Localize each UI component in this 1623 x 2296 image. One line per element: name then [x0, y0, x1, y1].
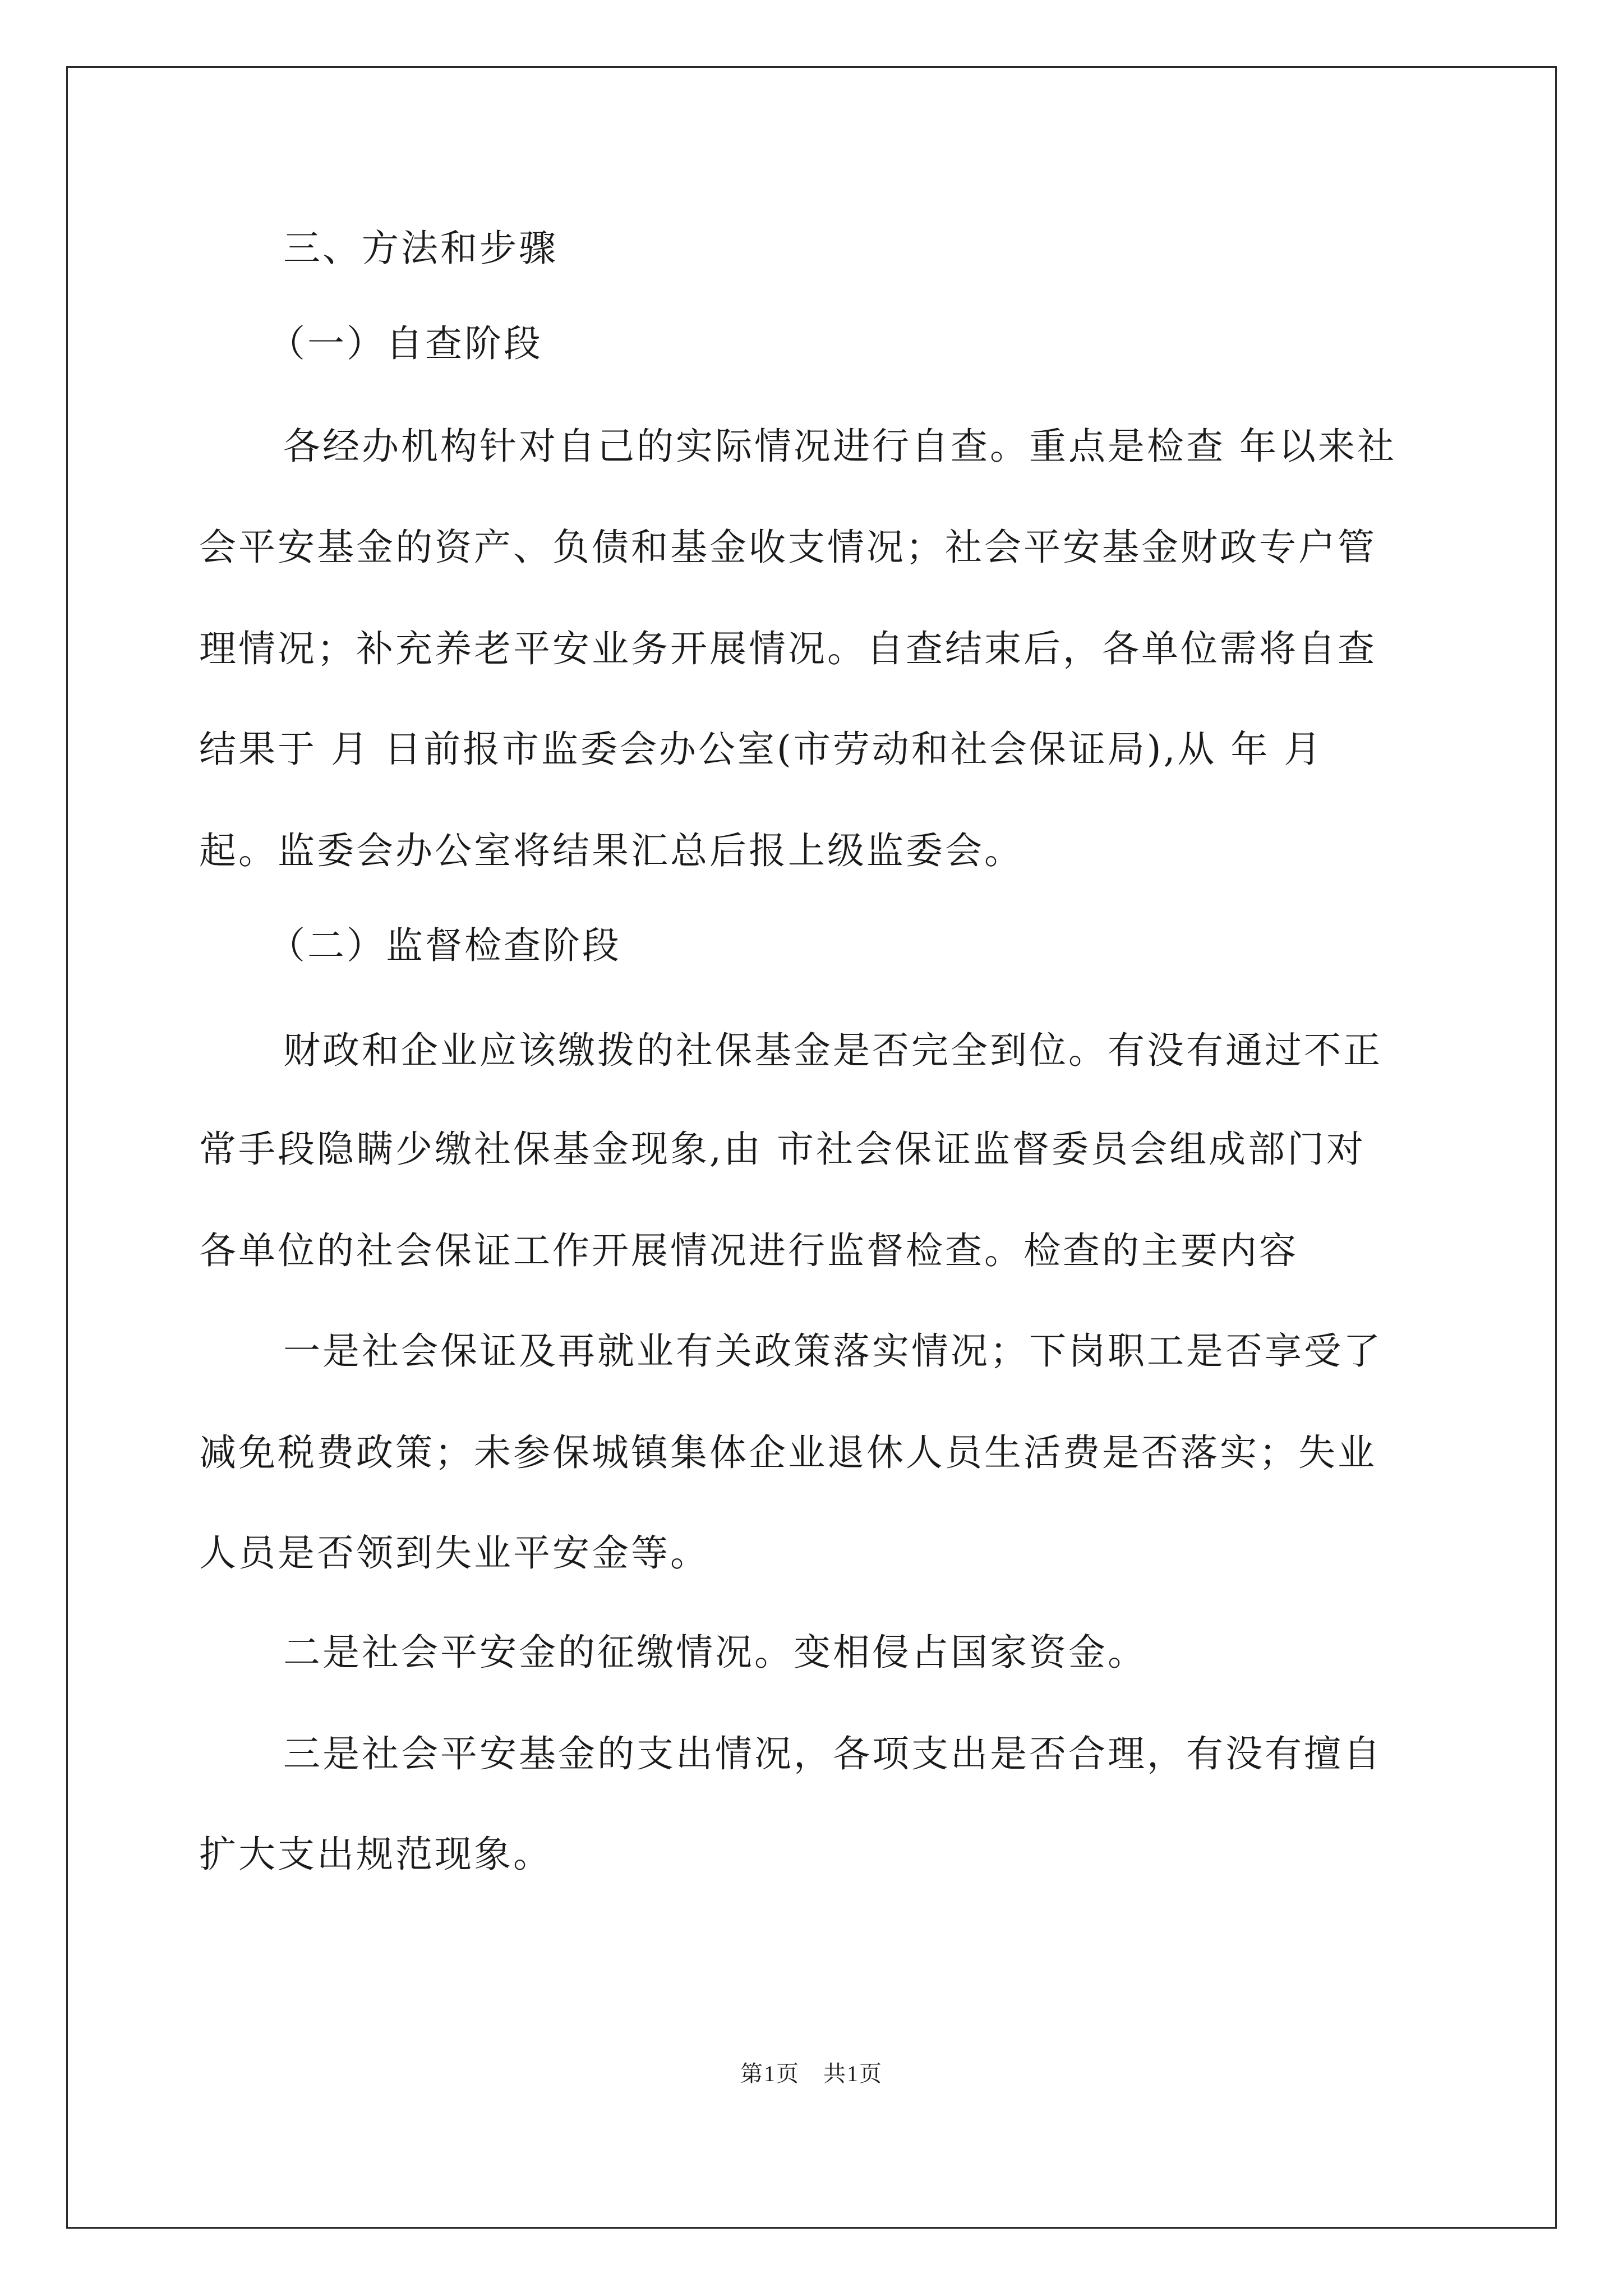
- paragraph-line: 三是社会平安基金的支出情况，各项支出是否合理，有没有擅自: [283, 1732, 1382, 1775]
- page-number-footer: 第1页 共1页: [740, 2061, 883, 2086]
- paragraph-line: 会平安基金的资产、负债和基金收支情况；社会平安基金财政专户管: [199, 526, 1377, 569]
- paragraph-line: 各经办机构针对自己的实际情况进行自查。重点是检查 年以来社: [283, 425, 1396, 468]
- paragraph-line: 扩大支出规范现象。: [199, 1833, 552, 1876]
- paragraph-line: 起。监委会办公室将结果汇总后报上级监委会。: [199, 829, 1023, 872]
- paragraph-line: 常手段隐瞒少缴社保基金现象,由 市社会保证监督委员会组成部门对: [199, 1128, 1366, 1171]
- paragraph-line: 减免税费政策；未参保城镇集体企业退休人员生活费是否落实；失业: [199, 1431, 1377, 1474]
- paragraph-line: 二是社会平安金的征缴情况。变相侵占国家资金。: [283, 1631, 1147, 1674]
- paragraph-line: 理情况；补充养老平安业务开展情况。自查结束后，各单位需将自查: [199, 627, 1377, 670]
- paragraph-line: 一是社会保证及再就业有关政策落实情况；下岗职工是否享受了: [283, 1329, 1382, 1373]
- section-heading: 三、方法和步骤: [283, 227, 558, 270]
- subsection-heading: （一）自查阶段: [268, 322, 543, 365]
- paragraph-line: 各单位的社会保证工作开展情况进行监督检查。检查的主要内容: [199, 1229, 1298, 1272]
- subsection-heading: （二）监督检查阶段: [268, 924, 621, 967]
- paragraph-line: 人员是否领到失业平安金等。: [199, 1531, 709, 1575]
- paragraph-line: 财政和企业应该缴拨的社保基金是否完全到位。有没有通过不正: [283, 1029, 1382, 1072]
- paragraph-line: 结果于 月 日前报市监委会办公室(市劳动和社会保证局),从 年 月: [199, 728, 1324, 771]
